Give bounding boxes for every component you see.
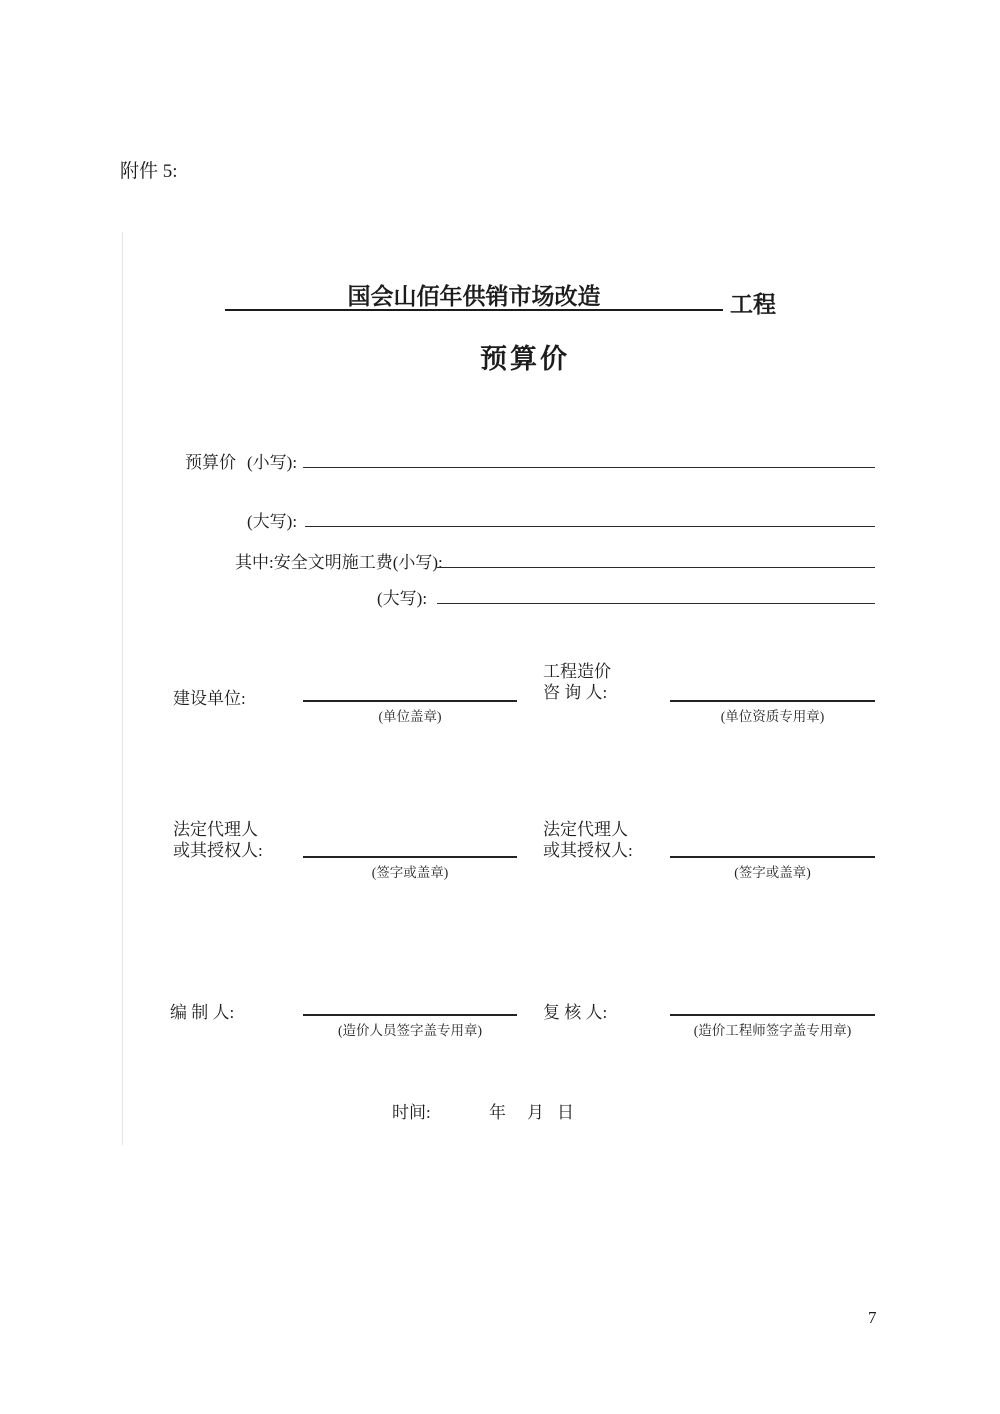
project-name-blank[interactable] xyxy=(225,282,723,311)
legal-rep-left-line2: 或其授权人: xyxy=(173,841,263,860)
safety-fee-big-line[interactable] xyxy=(437,585,875,604)
legal-rep-left-line1: 法定代理人 xyxy=(173,820,258,839)
cost-consultant-label-line1: 工程造价 xyxy=(543,662,611,681)
cost-consultant-label-line2: 咨 询 人: xyxy=(543,683,608,702)
legal-rep-right-line1: 法定代理人 xyxy=(543,820,628,839)
preparer-caption: (造价人员签字盖专用章) xyxy=(338,1023,482,1038)
reviewer-label: 复 核 人: xyxy=(543,1003,608,1022)
cost-consultant-label xyxy=(543,661,611,703)
day-label: 日 xyxy=(557,1103,574,1122)
cost-consultant-line[interactable] xyxy=(670,684,875,702)
budget-price-small-line[interactable] xyxy=(303,449,875,468)
preparer-line[interactable] xyxy=(303,998,517,1016)
project-suffix-label: 工程 xyxy=(730,292,776,317)
legal-rep-left-line[interactable] xyxy=(303,840,517,858)
legal-rep-left-label xyxy=(173,819,263,861)
budget-price-label: 预算价 xyxy=(185,453,236,472)
legal-rep-right-line2: 或其授权人: xyxy=(543,841,633,860)
year-label: 年 xyxy=(489,1103,506,1122)
project-name-text: 国会山佰年供销市场改造 xyxy=(347,284,601,309)
construction-unit-line[interactable] xyxy=(303,684,517,702)
safety-fee-label: 其中:安全文明施工费(小写): xyxy=(235,553,443,572)
budget-price-big-line[interactable] xyxy=(305,508,875,527)
page-left-edge xyxy=(122,232,123,1145)
legal-rep-right-label xyxy=(543,819,633,861)
time-label: 时间: xyxy=(392,1103,431,1122)
construction-unit-label: 建设单位: xyxy=(173,689,246,708)
legal-rep-right-line[interactable] xyxy=(670,840,875,858)
budget-price-big-label: (大写): xyxy=(247,512,298,531)
doc-title: 预算价 xyxy=(480,344,570,374)
reviewer-caption: (造价工程师签字盖专用章) xyxy=(693,1023,852,1038)
month-label: 月 xyxy=(527,1103,544,1122)
preparer-label: 编 制 人: xyxy=(170,1003,235,1022)
legal-rep-left-caption: (签字或盖章) xyxy=(371,865,449,880)
reviewer-line[interactable] xyxy=(670,998,875,1016)
cost-consultant-caption: (单位资质专用章) xyxy=(720,709,825,724)
legal-rep-right-caption: (签字或盖章) xyxy=(734,865,811,880)
safety-fee-small-line[interactable] xyxy=(437,549,875,568)
page-number: 7 xyxy=(868,1308,877,1327)
construction-unit-caption: (单位盖章) xyxy=(378,709,442,724)
budget-price-small-label: (小写): xyxy=(247,453,298,472)
attachment-label: 附件 5: xyxy=(120,161,178,182)
safety-fee-big-label: (大写): xyxy=(377,589,428,608)
